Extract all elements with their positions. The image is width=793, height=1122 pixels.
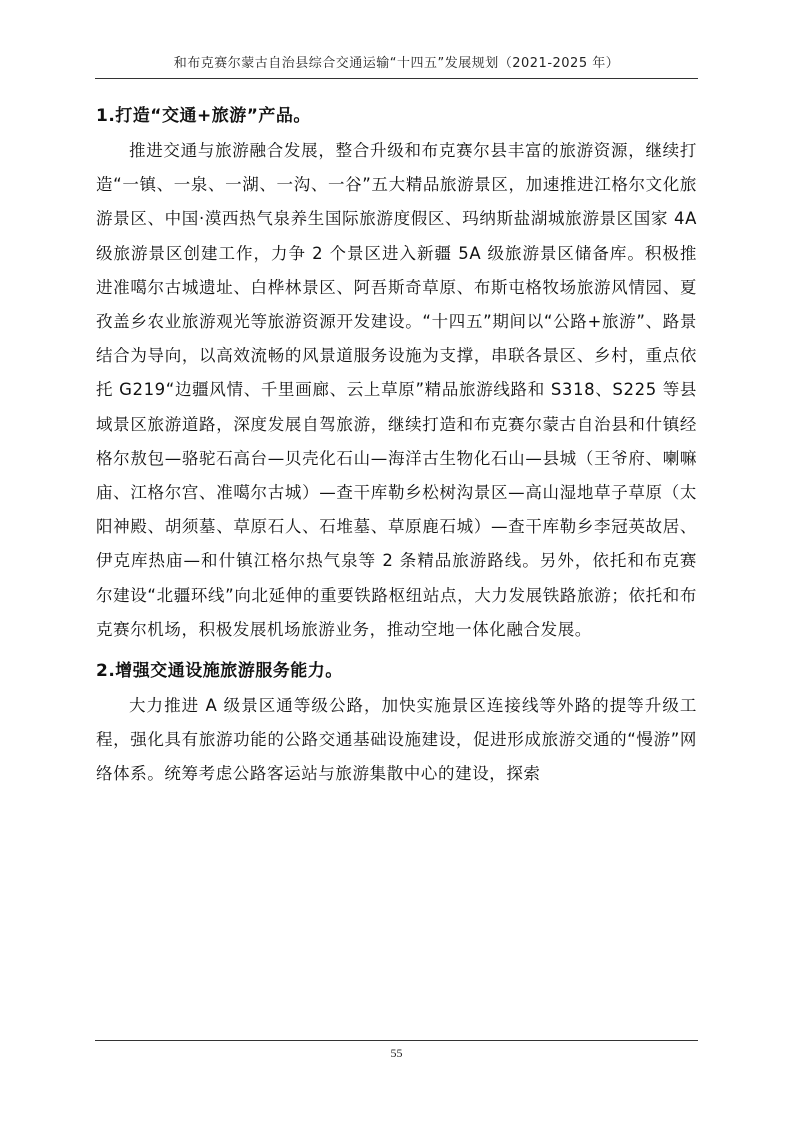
section-paragraph-2: 大力推进 A 级景区通等级公路，加快实施景区连接线等外路的提等升级工程，强化具有旅游功能的公路交通基础设施建设，促进形成旅游交通的“慢游”网络体系。统筹考虑公路客运站与旅游集散中心的建设，探索 xyxy=(96,696,697,784)
footer-divider xyxy=(95,1040,698,1041)
document-body xyxy=(96,90,697,792)
section-paragraph-1: 推进交通与旅游融合发展，整合升级和布克赛尔县丰富的旅游资源，继续打造“一镇、一泉、一湖、一沟、一谷”五大精品旅游景区，加速推进江格尔文化旅游景区、中国·漠西热气泉养生国际旅游度假区、玛纳斯盐湖城旅游景区国家 4A 级旅游景区创建工作，力争 2 个景区进入新疆 5A 级旅游景区储备库。积极推进准噶尔古城遗址、白桦林景区、阿吾斯奇草原、布斯屯格牧场旅游风情园、夏孜盖乡农业旅游观光等旅游资源开发建设。“十四五”期间以“公路+旅游”、路景结合为导向，以高效流畅的风景道服务设施为支撑，串联各景区、乡村，重点依托 G219“边疆风情、千里画廊、云上草原”精品旅游线路和 S318、S225 等县域景区旅游道路，深度发展自驾旅游，继续打造和布克赛尔蒙古自治县和什镇经格尔敖包—骆驼石高台—贝壳化石山—海洋古生物化石山—县城（王爷府、喇嘛庙、江格尔宫、准噶尔古城）—查干库勒乡松树沟景区—高山湿地草子草原（太阳神殿、胡须墓、草原石人、石堆墓、草原鹿石城）—查干库勒乡李冠英故居、伊克库热庙—和什镇江格尔热气泉等 2 条精品旅游路线。另外，依托和布克赛尔建设“北疆环线”向北延伸的重要铁路枢纽站点，大力发展铁路旅游；依托和布克赛尔机场，积极发展机场旅游业务，推动空地一体化融合发展。 xyxy=(96,141,697,639)
header-divider xyxy=(95,78,698,79)
section-heading-1: 1.打造“交通+旅游”产品。 xyxy=(96,106,311,126)
page-number: 55 xyxy=(390,1046,403,1060)
page-header-title: 和布克赛尔蒙古自治县综合交通运输“十四五”发展规划（2021-2025 年） xyxy=(173,56,620,71)
section-heading-2: 2.增强交通设施旅游服务能力。 xyxy=(96,661,343,682)
